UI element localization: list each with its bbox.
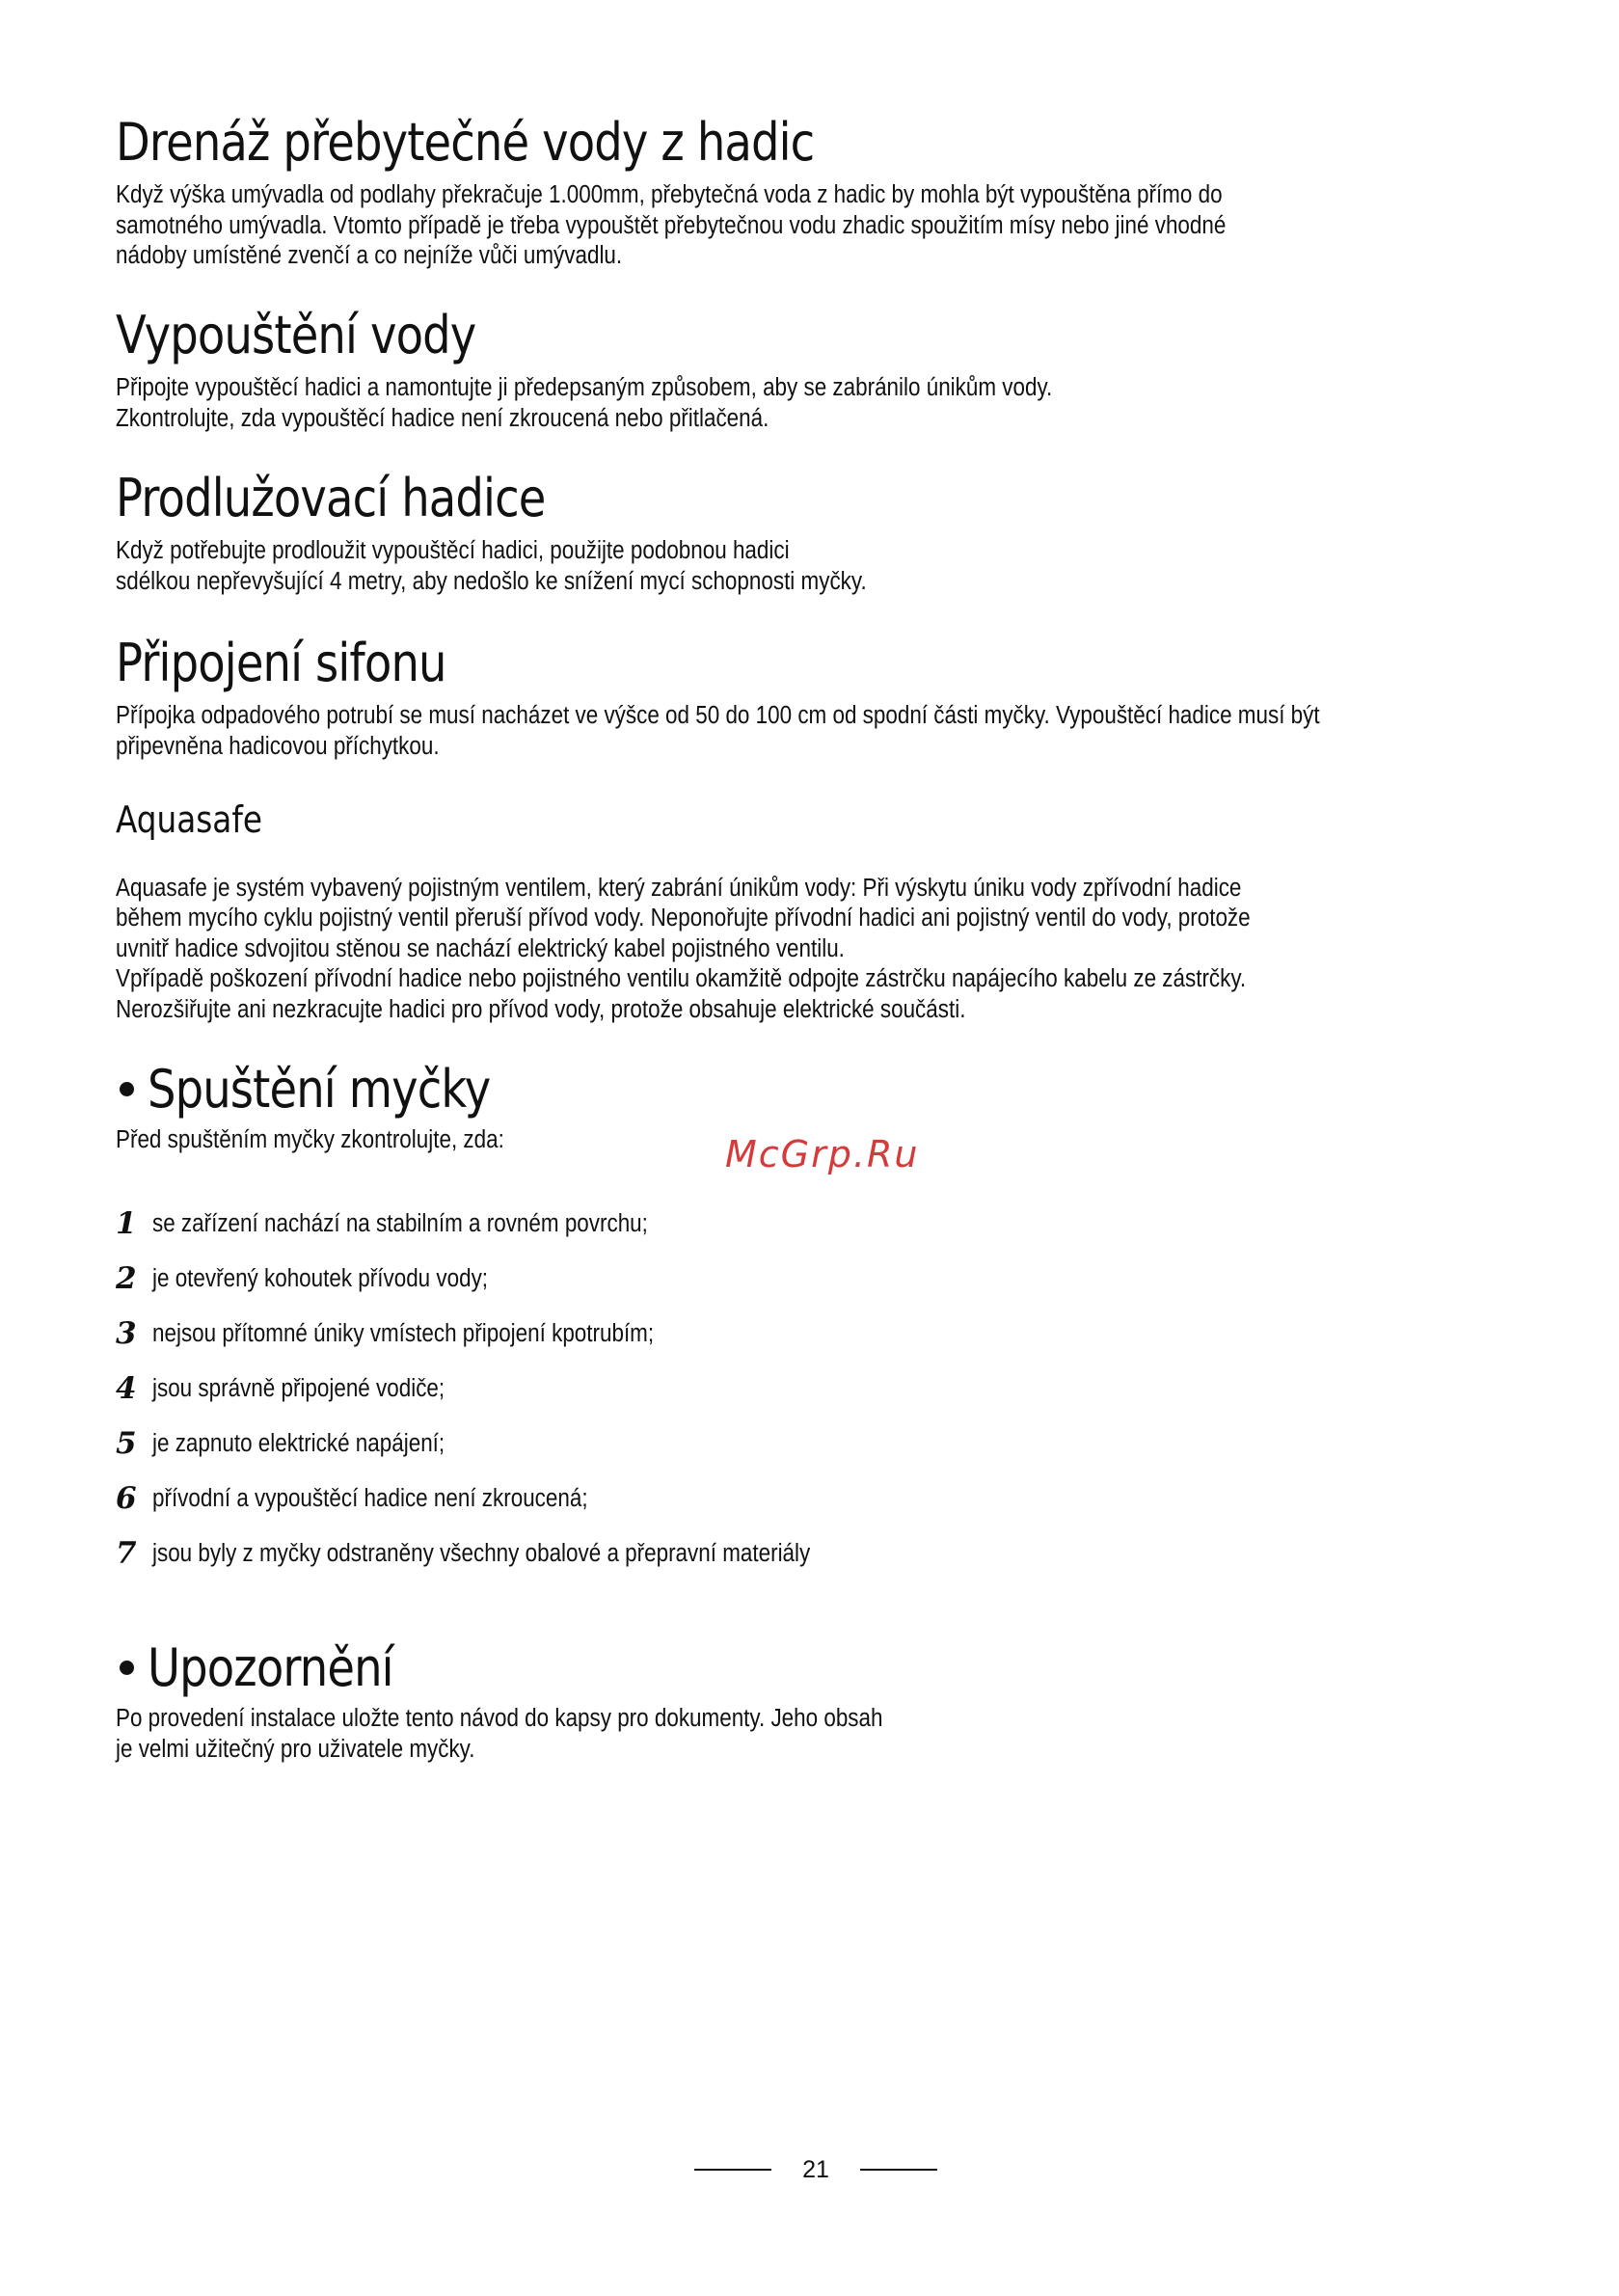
section-drainage — [116, 114, 1619, 272]
item-text: jsou byly z myčky odstraněny všechny obalové a přepravní materiály — [152, 1539, 811, 1567]
section-heading-start — [116, 1061, 1619, 1118]
list-item — [116, 1252, 1619, 1307]
footer-rule-left — [694, 2169, 771, 2171]
item-number: 4 — [116, 1371, 137, 1407]
footer-rule-right — [860, 2169, 937, 2171]
section-heading-notice — [116, 1639, 1619, 1696]
section-title-extension: Prodlužovací hadice — [116, 468, 546, 528]
section-text-drainage: Když výška umývadla od podlahy překračuje 1.000mm, přebytečná voda z hadic by mohla být vypouštěna přímo do samotného umývadla. Vtomto případě je třeba vypouštět přebytečnou vodu zhadic spoužitím mísy nebo jiné vhodné nádoby umístěné zvenčí a co nejníže vůči umývadlu. — [116, 181, 1227, 270]
start-checklist — [116, 1197, 1619, 1581]
watermark-link[interactable]: McGrp.Ru — [725, 1133, 920, 1175]
item-text: nejsou přítomné úniky vmístech připojení kpotrubím; — [152, 1319, 655, 1347]
bullet-icon — [120, 1082, 134, 1096]
bullet-icon — [120, 1661, 134, 1675]
section-extension — [116, 470, 1619, 597]
section-title-notice: Upozornění — [148, 1637, 393, 1698]
section-intro-start: Před spuštěním myčky zkontrolujte, zda: — [116, 1126, 504, 1154]
item-number: 7 — [116, 1536, 137, 1572]
list-item — [116, 1362, 1619, 1417]
item-number: 5 — [116, 1426, 137, 1462]
list-item — [116, 1417, 1619, 1472]
list-item — [116, 1307, 1619, 1362]
section-title-aquasafe: Aquasafe — [116, 798, 262, 841]
list-item — [116, 1472, 1619, 1526]
section-title-start: Spuštění myčky — [148, 1059, 491, 1120]
section-text-siphon: Přípojka odpadového potrubí se musí nacházet ve výšce od 50 do 100 cm od spodní části myčky. Vypouštěcí hadice musí být připevněna hadicovou příchytkou. — [116, 702, 1320, 760]
item-number: 2 — [116, 1261, 137, 1297]
section-title-drainage: Drenáž přebytečné vody z hadic — [116, 112, 815, 173]
section-text-notice: Po provedení instalace uložte tento návod do kapsy pro dokumenty. Jeho obsah je velmi užitečný pro uživatele myčky. — [116, 1705, 883, 1763]
section-aquasafe — [116, 800, 1619, 1025]
item-text: je zapnuto elektrické napájení; — [152, 1429, 445, 1457]
section-text-extension: Když potřebujte prodloužit vypouštěcí hadici, použijte podobnou hadici sdélkou nepřevyšující 4 metry, aby nedošlo ke snížení mycí schopnosti myčky. — [116, 537, 867, 595]
page-number: 21 — [802, 2155, 829, 2183]
list-item — [116, 1526, 1619, 1581]
item-number: 6 — [116, 1481, 137, 1517]
section-siphon — [116, 635, 1619, 762]
section-text-discharge: Připojte vypouštěcí hadici a namontujte ji předepsaným způsobem, aby se zabránilo únikům vody. Zkontrolujte, zda vypouštěcí hadice není zkroucená nebo přitlačená. — [116, 374, 1053, 432]
item-text: jsou správně připojené vodiče; — [152, 1374, 445, 1402]
section-text-aquasafe: Aquasafe je systém vybavený pojistným ventilem, který zabrání únikům vody: Při výskytu úniku vody zpřívodní hadice během mycího cyklu pojistný ventil přeruší přívod vody. Neponořujte přívodní hadici ani pojistný ventil do vody, protože uvnitř hadice sdvojitou stěnou se nachází elektrický kabel pojistného ventilu. Vpřípadě poškození přívodní hadice nebo pojistného ventilu okamžitě odpojte zástrčku napájecího kabelu ze zástrčky. Nerozšiřujte ani nezkracujte hadici pro přívod vody, protože obsahuje elektrické součásti. — [116, 874, 1251, 1023]
section-notice — [116, 1639, 1619, 1765]
item-text: přívodní a vypouštěcí hadice není zkroucená; — [152, 1484, 588, 1512]
section-discharge — [116, 307, 1619, 434]
section-title-siphon: Připojení sifonu — [116, 633, 446, 693]
item-number: 3 — [116, 1316, 137, 1352]
item-text: se zařízení nachází na stabilním a rovném povrchu; — [152, 1209, 648, 1237]
list-item — [116, 1197, 1619, 1252]
section-title-discharge: Vypouštění vody — [116, 305, 476, 365]
page-footer — [694, 2150, 937, 2189]
item-text: je otevřený kohoutek přívodu vody; — [152, 1264, 489, 1292]
item-number: 1 — [116, 1206, 137, 1242]
